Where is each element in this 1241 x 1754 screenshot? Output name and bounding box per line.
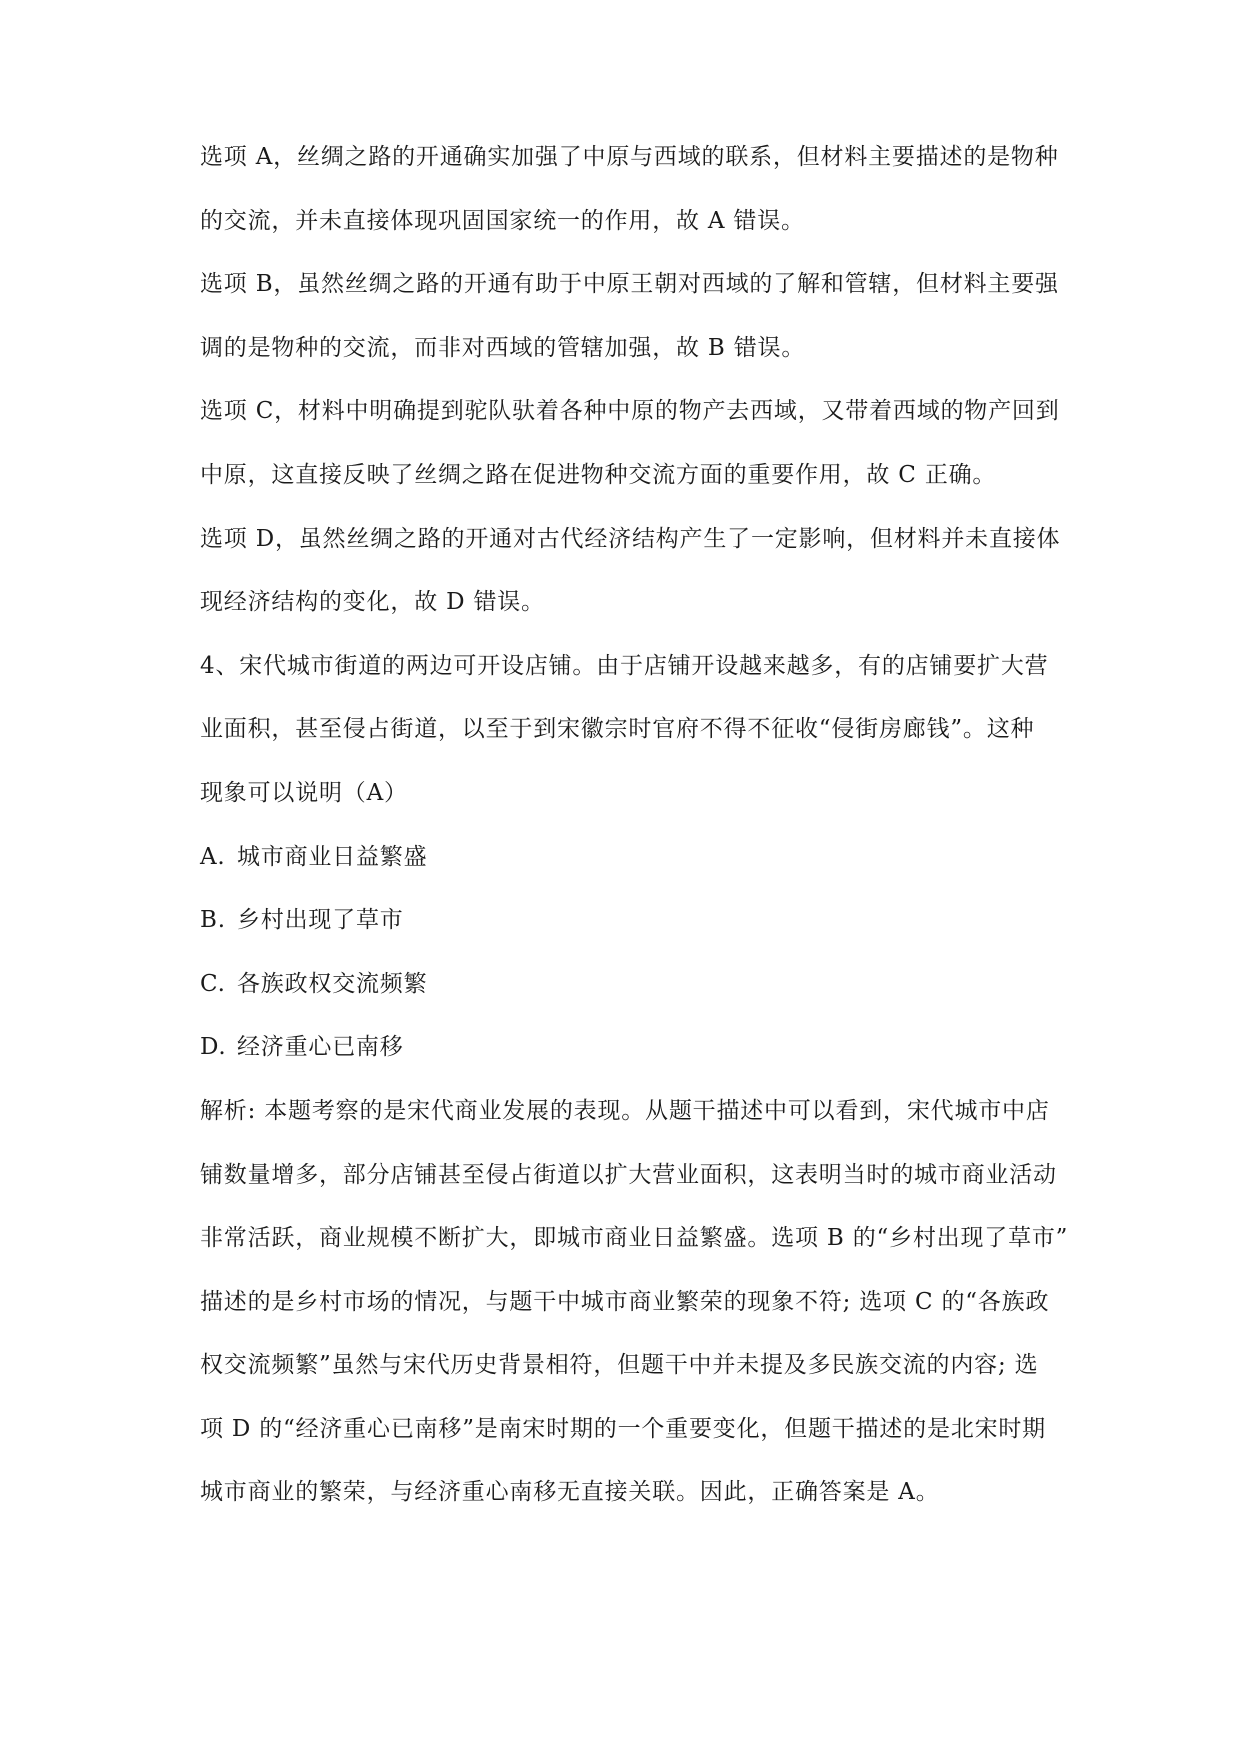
text-line: 选项 C，材料中明确提到驼队驮着各种中原的物产去西域，又带着西域的物产回到 (200, 398, 1060, 425)
option-c-analysis (200, 391, 1080, 518)
option-b-analysis (200, 264, 1080, 391)
option-b (200, 900, 1080, 964)
question-4-stem (200, 646, 1080, 837)
text-line: 解析: 本题考察的是宋代商业发展的表现。从题干描述中可以看到，宋代城市中店 (200, 1097, 1050, 1124)
text-line: 选项 D，虽然丝绸之路的开通对古代经济结构产生了一定影响，但材料并未直接体 (200, 525, 1061, 552)
option-letter: C. (200, 970, 226, 997)
text-line: 选项 B，虽然丝绸之路的开通有助于中原王朝对西域的了解和管辖，但材料主要强 (200, 271, 1059, 298)
text-line: 现象可以说明（A） (200, 779, 408, 806)
option-letter: A. (200, 843, 226, 870)
option-text: 乡村出现了草市 (237, 907, 404, 934)
text-line: 选项 A，丝绸之路的开通确实加强了中原与西域的联系，但材料主要描述的是物种 (200, 144, 1059, 170)
option-text: 城市商业日益繁盛 (237, 843, 428, 870)
option-letter: D. (200, 1034, 227, 1061)
text-line: 的交流，并未直接体现巩固国家统一的作用，故 A 错误。 (200, 207, 805, 234)
document-content (200, 137, 1080, 1536)
text-line: 权交流频繁”虽然与宋代历史背景相符，但题干中并未提及多民族交流的内容; 选 (200, 1352, 1039, 1379)
text-line: 调的是物种的交流，而非对西域的管辖加强，故 B 错误。 (200, 334, 806, 361)
option-c (200, 964, 1080, 1028)
option-text: 各族政权交流频繁 (237, 970, 428, 997)
text-line: 城市商业的繁荣，与经济重心南移无直接关联。因此，正确答案是 A。 (200, 1479, 940, 1506)
option-d-analysis (200, 519, 1080, 646)
option-a-analysis (200, 137, 1080, 264)
question-4-options (200, 837, 1080, 1091)
option-a (200, 837, 1080, 901)
text-line: 业面积，甚至侵占街道，以至于到宋徽宗时官府不得不征收“侵街房廊钱”。这种 (200, 716, 1035, 743)
option-text: 经济重心已南移 (237, 1034, 404, 1061)
text-line: 中原，这直接反映了丝绸之路在促进物种交流方面的重要作用，故 C 正确。 (200, 461, 997, 488)
option-d (200, 1027, 1080, 1091)
text-line: 描述的是乡村市场的情况，与题干中城市商业繁荣的现象不符; 选项 C 的“各族政 (200, 1288, 1050, 1315)
text-line: 非常活跃，商业规模不断扩大，即城市商业日益繁盛。选项 B 的“乡村出现了草市” (200, 1225, 1069, 1252)
question-4-analysis (200, 1091, 1080, 1536)
option-letter: B. (200, 907, 226, 934)
text-line: 现经济结构的变化，故 D 错误。 (200, 589, 545, 616)
text-line: 铺数量增多，部分店铺甚至侵占街道以扩大营业面积，这表明当时的城市商业活动 (200, 1161, 1057, 1188)
text-line: 4、宋代城市街道的两边可开设店铺。由于店铺开设越来越多，有的店铺要扩大营 (200, 652, 1049, 679)
text-line: 项 D 的“经济重心已南移”是南宋时期的一个重要变化，但题干描述的是北宋时期 (200, 1415, 1046, 1442)
